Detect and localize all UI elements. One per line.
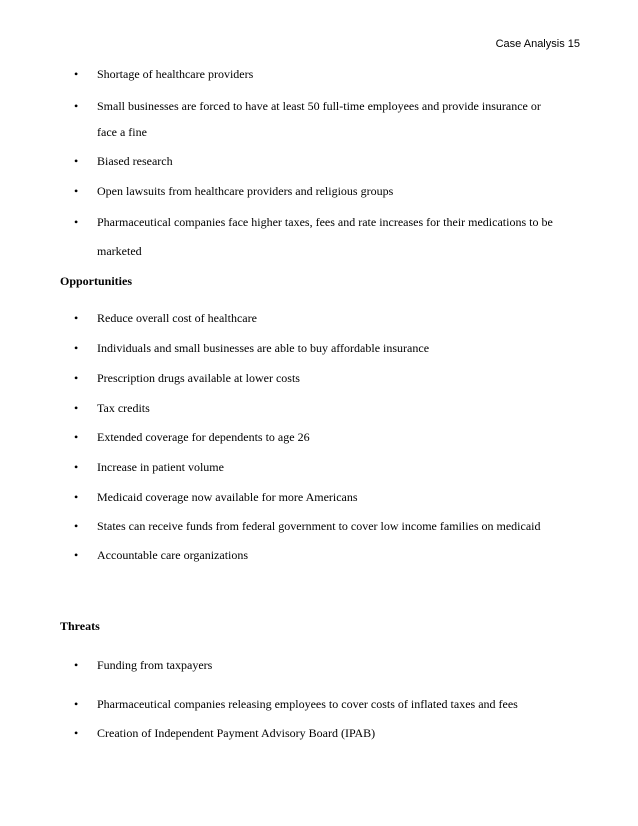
list-item-text: Medicaid coverage now available for more Americans	[97, 490, 358, 504]
list-item-text: Open lawsuits from healthcare providers and religious groups	[97, 184, 394, 198]
bullet-icon: •	[74, 697, 79, 711]
bullet-icon: •	[74, 311, 79, 325]
bullet-icon: •	[74, 99, 79, 113]
list-item-text: Funding from taxpayers	[97, 658, 213, 672]
list-item-text: Reduce overall cost of healthcare	[97, 311, 257, 325]
list-item-text: Creation of Independent Payment Advisory Board (IPAB)	[97, 726, 376, 740]
bullet-icon: •	[74, 341, 79, 355]
list-item-text: States can receive funds from federal government to cover low income families on medicaid	[97, 519, 541, 533]
bullet-icon: •	[74, 371, 79, 385]
list-item-text: Accountable care organizations	[97, 548, 249, 562]
list-item-continuation: marketed	[97, 244, 142, 258]
list-item-text: Tax credits	[97, 401, 150, 415]
list-item-text: Pharmaceutical companies face higher taxes, fees and rate increases for their medications to be	[97, 215, 553, 229]
bullet-icon: •	[74, 430, 79, 444]
page-header: Case Analysis 15	[495, 38, 580, 50]
bullet-icon: •	[74, 519, 79, 533]
bullet-icon: •	[74, 154, 79, 168]
list-item-text: Small businesses are forced to have at least 50 full-time employees and provide insurance or	[97, 99, 541, 113]
bullet-icon: •	[74, 184, 79, 198]
bullet-icon: •	[74, 658, 79, 672]
section-heading-opportunities: Opportunities	[60, 274, 133, 288]
bullet-icon: •	[74, 401, 79, 415]
bullet-icon: •	[74, 490, 79, 504]
list-item-text: Increase in patient volume	[97, 460, 224, 474]
list-item-continuation: face a fine	[97, 125, 147, 139]
list-item-text: Extended coverage for dependents to age 26	[97, 430, 310, 444]
bullet-icon: •	[74, 726, 79, 740]
section-heading-threats: Threats	[60, 619, 100, 633]
list-item-text: Pharmaceutical companies releasing employees to cover costs of inflated taxes and fees	[97, 697, 518, 711]
list-item-text: Individuals and small businesses are able to buy affordable insurance	[97, 341, 430, 355]
list-item-text: Shortage of healthcare providers	[97, 67, 254, 81]
list-item-text: Prescription drugs available at lower costs	[97, 371, 300, 385]
bullet-icon: •	[74, 460, 79, 474]
bullet-icon: •	[74, 215, 79, 229]
bullet-icon: •	[74, 548, 79, 562]
bullet-icon: •	[74, 67, 79, 81]
list-item-text: Biased research	[97, 154, 173, 168]
